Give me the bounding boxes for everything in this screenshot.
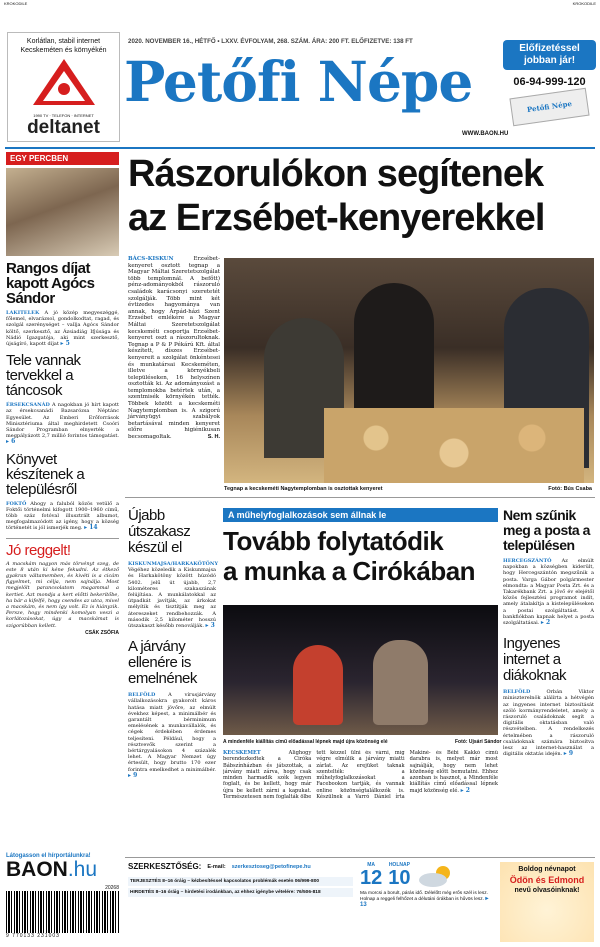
masthead-title: Petőfi Népe: [124, 49, 473, 114]
nameday-label: Boldog névnapot: [518, 866, 576, 873]
nameday-names: Ödön és Edmond: [509, 875, 585, 885]
center-caption: A mindenféle kiállítás című előadással lépnek majd újra közönség elé: [223, 739, 388, 745]
weather-today-temp: 12: [360, 867, 383, 889]
baon-promo-text: Látogasson el hírportálunkra!: [6, 853, 91, 859]
right-column: [503, 508, 594, 757]
issue-line: 2020. NOVEMBER 16., HÉTFŐ • LXXV. ÉVFOLYAM, 268. SZÁM. ÁRA: 200 FT. ELŐFIZETVE: 138 FT: [128, 38, 413, 45]
ciroka-photo: [223, 605, 498, 735]
lead-body: BÁCS-KISKUN Erzsébet-kenyeret osztott tegnap a Magyar Máltai Szeretetszolgálat több templomnál. A befőtt) pénz-adományokból rászoruló családok karácsonyi szeretetét szolgálják. Több mint két évtizedes hagyománya van annak, hogy Árpád-házi Szent Erzsébet emlékére a Magyar Máltai Szeretetszolgálat kecskeméti csoportja Erzsébet-kenyeret oszt a rászorultoknak. Tegnap a P & P Pékárú Kft. által készített, díszes Erzsébet-kenyereit a szolgálat önkéntesei és munkatársai Kecskeméten, illetve a környékbeli településeken, 16 helyszínen osztották ki. Az adományozást a templomokba betértek után, a szentmisék környékén tették. Többek között a kecskeméti Nagytemplomban is. A szigorú járványügyi szabályok betartásával minden kenyeret előre higiénikusan becsomagoltak. S. H.: [128, 256, 220, 441]
story-konyv-title[interactable]: Könyvet készítenek a településről: [6, 450, 85, 498]
weather-tomorrow-temp: 10: [388, 867, 411, 889]
lead-caption: Tegnap a kecskeméti Nagytemplomban is osztottak kenyeret: [224, 486, 383, 492]
lead-credit: Fotó: Bús Csaba: [548, 486, 592, 492]
weather-today: [360, 862, 382, 888]
center-headline-line2: a munka a Cirókában: [223, 556, 476, 586]
distribution-line: TERJESZTÉS 8–16 óráig – kézbesítéssel kapcsolatos problémák esetén 06/999-800: [128, 877, 353, 886]
barcode: [6, 885, 119, 943]
photo-bread-table: [324, 408, 584, 483]
deltanet-name: deltanet: [27, 117, 100, 138]
column-title: Jó reggelt!: [6, 538, 119, 559]
advertising-line: HIRDETÉS 8–16 óráig – hirdetési irodánkban, az ehhez igénybe vételére: 76/506-818: [128, 888, 353, 897]
edition-mark-left: KROKODILE: [4, 1, 28, 6]
deltanet-ad[interactable]: [7, 32, 120, 142]
weather-text: Ma morcsi a borult, párás idő. Délelőtt még erős szél is lesz. Holnap a reggeli felhőzet a délutáni órákban is hűvös lesz. ▸ 13: [360, 891, 489, 908]
email-link[interactable]: szerkesztoseg@petofinepe.hu: [231, 863, 311, 870]
lead-headline-line1: Rászorulókon segítenek: [128, 153, 544, 195]
story-agocs-body: LAKITELEK A jó közép megyeszéggé, főlemel, elvarázsol, gondolkodtat, ragad, és szolgál szerénységet – vallja Agócs Sándor költő, szerkesztő, az Ázsiadiág Ifjúsága és Nádió Igazgatója, aki mint szerkesztő, újságíró, kapott díjat ▸ 5: [6, 310, 119, 348]
deltanet-line1: Korlátlan, stabil internet: [26, 38, 101, 45]
photo-puppet-grey: [373, 640, 428, 725]
editorial-label: SZERKESZTŐSÉG:: [128, 862, 202, 871]
story-konyv-body: FOKTŐ Ahogy a faluból közös vetülő a Foktői történelmi kifogott 1900–1960 című, több száz fotóval illusztrált albumot, megfogalmazódott az igény, hogy a község történetét is jól ismerjék meg. ▸ 14: [6, 500, 119, 532]
footer-rule: [125, 857, 595, 858]
center-headline[interactable]: [223, 526, 498, 586]
column-body: A macskám nagyon más törvényt szeg, de este 8 után ki kéne fekudni. Az étkező gyakran váltamemben, és kivéti is a cicám figyelmet, mi célja, nem sajnálja. Most megjelölt parancsolatom magammal a kertiet. Azt mondja a kert előtti bekerítőbe, ha bár a kifelfé, hogy csendes az utca, mivel a macskám, és nem így volt. Ez is hiányzik. Persze, hogy mindenki komolyan veszi a korlátozásokat, úgy a macskámat is szigorúbban kellett.: [6, 560, 119, 629]
edition-mark-right: KROKODILE: [572, 1, 596, 6]
promo-phone: 06-94-999-120: [513, 76, 586, 88]
weather-tomorrow: [388, 862, 410, 888]
masthead-rule: [5, 147, 595, 149]
deltanet-since: 1990 TV · TELEFON · INTERNET: [33, 113, 94, 118]
egy-percben-label: EGY PERCBEN: [6, 152, 119, 165]
nameday-suffix: nevű olvasóinknak!: [514, 887, 580, 894]
center-kicker: A műhelyfoglalkozások sem állnak le: [223, 508, 498, 522]
center-body: KECSKEMÉT Alighogy berendezkedtek a Ciróka Bábszínházban és játszottak, a járvány miatt zárva, hogy csak minden harmadik szék legyen foglalt, és be kellett, hogy már újra be kellett zárni a kapukat. Természetesen nem foglalták ölbe tett kézzel ülni és várni, míg végre elmúlik a járvány miatti zárlat. Az erejüket taknak szentelték: a műhelyfoglalkozásokat a Facebookon tartják, és vannak online közönségtalálkozók is. Készülnek a Varró Dániel írta Makiné- és Bébi Kakkó című darabra is, melyet már most sajnálják, hogy nem lehet közönség előtt bemutatni. Ehhez azonban is hasznot, a Mindenféle kiállítás című előadással lépnek majd közönség elé. ▸ 2: [223, 750, 498, 801]
center-story: [223, 508, 498, 586]
deltanet-line2: Kecskeméten és környékén: [20, 47, 107, 54]
story-internet-body: BELFÖLD Orbán Viktor miniszterelnök alálírta a hétvégén az ingyenes internet biztosítását szóló kormányrendeletet, amely a rászoruló családoknak segít a digitális oktatásban való részvételben. A rendelkezés értelmében a rászoruló családoknak számára biztosítva lesz az internet-használat a digitális oktatás idején. ▸ 9: [503, 689, 595, 758]
lead-headline-line2: az Erzsébet-kenyerekkel: [128, 197, 545, 239]
cloud-sun-icon: [417, 864, 457, 888]
story-utszakasz-body: KISKUNMAJSA/HARKAKÖTÖNY Végéhez közeledik a Kiskunmajsa és Harkakötöny között húzódó 5402. jelű út újabb, 2,7 kilométeres szakaszának felújítása. A munkálatokkal az útpadkát javítják, az árkokat mélyítik és tisztítják meg az átereszeket rendbehozzák. A második 2,5 kilométer hosszú útszakaszt később renoválják. ▸ 3: [128, 561, 219, 630]
baon-promo[interactable]: [6, 853, 119, 881]
site-url[interactable]: WWW.BAON.HU: [462, 131, 509, 137]
center-credit: Fotó: Ujsári Sándor: [455, 739, 502, 745]
sidebar: [6, 152, 119, 636]
promo-line1: Előfizetéssel: [519, 43, 580, 54]
story-tancosok-body: ÉRSEKCSANÁD A nagokban jó hírt kapott az érsekcsanádi Bazsarózsa Néptánc Egyesület. Az Emberi Erőforrások Minisztériuma által meghirdetett Csoóri Sándor Programban elnyerték a megpályázott 2,7 millió forintos támogatást. ▸ 6: [6, 402, 119, 446]
nameday-box: [500, 862, 594, 942]
promo-paper-title: Petőfi Népe: [526, 98, 573, 115]
story-jarvany-body: BELFÖLD A vírusjárvány vállalkozásokra gyakorolt káros hatása miatt jövőre, az elmúlt évekhez képest, a minimálbér és garantált bérminimum emelésének a munkavállalók, és cégek érdekében érdemes teljesíteni. Például, hogy a résztvevők szerint a bértárgyalásokon 4 százalék lehet. A Magyar Nemzet úgy értesült, hogy brutto 170 ezer forintra emelkedhet a minimálbér. ▸ 9: [128, 692, 217, 779]
story-posta-body: HERCEGSZÁNTÓ Az elmúlt napokban a községben kiderült, hogy Hercegszántón megszűnik a posta. Varga Gábor polgármester elmondta: a Magyar Posta Zrt. és a Takarékbank Zrt. a jövő év elejétől közös fejlesztési programot indít, amely átalakítja a kistelepüléseken a postai szolgáltatást. A bankfiókban kapnak helyet a posta szolgáltatásai. ▸ 2: [503, 558, 595, 627]
agocs-photo: [6, 168, 119, 256]
story-tancosok-title[interactable]: Tele vannak tervekkel a táncosok: [6, 352, 81, 400]
section-rule: [125, 497, 595, 498]
column-signature: CSÁK ZSÓFIA: [85, 629, 119, 636]
lead-photo: [224, 258, 594, 483]
editorial-box: [128, 862, 353, 897]
story-agocs-title[interactable]: Rangos díjat kapott Agócs Sándor: [6, 260, 95, 307]
story-internet-title[interactable]: Ingyenes internet a diákoknak: [503, 635, 567, 685]
barcode-bars: [6, 891, 119, 933]
center-headline-line1: Tovább folytatódik: [223, 526, 444, 556]
barcode-issue: 20268: [105, 885, 119, 891]
subscription-promo[interactable]: [503, 40, 596, 140]
weather-box: [360, 862, 492, 908]
story-utszakasz-title[interactable]: Újabb útszakasz készül el: [128, 507, 191, 556]
baon-logo: BAON.hu: [6, 858, 98, 881]
photo-puppet-red: [293, 645, 343, 725]
lead-headline[interactable]: [128, 152, 593, 240]
story-jarvany-title[interactable]: A járvány ellenére is emelnének: [128, 638, 197, 688]
weather-tomorrow-label: HOLNAP: [388, 862, 410, 868]
deltanet-logo-icon: [29, 57, 99, 109]
mid-left-column: [128, 507, 219, 779]
weather-today-label: MA: [367, 862, 376, 868]
promo-paper-image: [509, 88, 589, 126]
story-posta-title[interactable]: Nem szűnik meg a posta a településen: [503, 507, 590, 553]
barcode-number: 9 770133 231003: [6, 933, 60, 939]
promo-line2: jobban jár!: [523, 55, 576, 66]
email-label: E-mail:: [207, 863, 226, 870]
